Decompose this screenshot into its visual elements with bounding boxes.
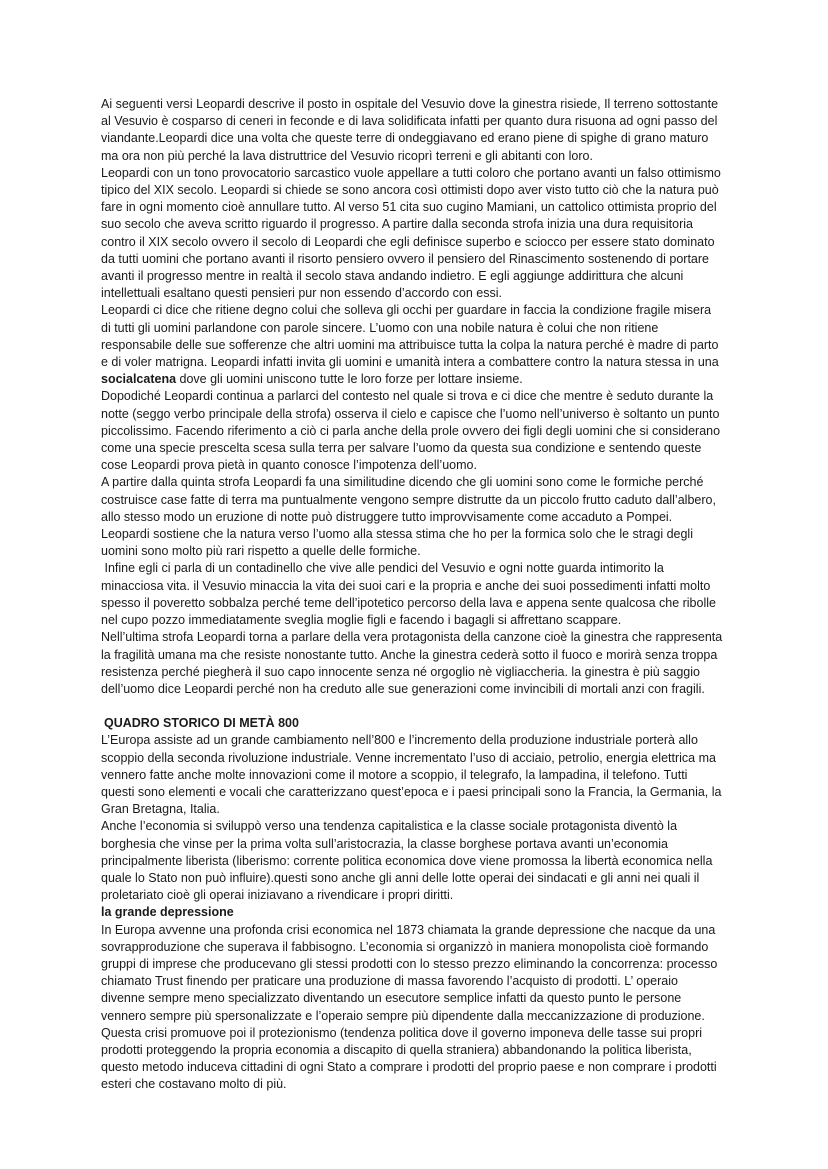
section-heading-quadro-storico: QUADRO STORICO DI METÀ 800 <box>104 716 299 731</box>
paragraph-social-chain <box>101 302 723 388</box>
paragraph-capitalism: Anche l’economia si sviluppò verso una tendenza capitalistica e la classe sociale protagonista diventò la borghesia che vinse per la prima volta sull’aristocrazia, la classe borghese portava avanti un’economia principalmente liberista (liberismo: corrente politica economica dove viene promossa la libertà economica nella quale lo Stato non può influire).questi sono anche gli anni delle lotte operai dei sindacati e gli anni nei quali il proletariato cioè gli operai iniziavano a rivendicare i propri diritti. <box>101 819 713 903</box>
paragraph-ginestra-final: Nell’ultima strofa Leopardi torna a parlare della vera protagonista della canzone cioè la ginestra che rappresenta la fragilità umana ma che resiste nonostante tutto. Anche la ginestra cederà sotto il fuoco e morirà senza troppa resistenza perché piegherà il suo capo innocente senza né orgoglio nè vigliaccheria. la ginestra è più saggio dell’uomo dice Leopardi perché non ha creduto alle sue generazioni come invincibili di mortali anzi con fragili. <box>101 630 723 696</box>
paragraph-industrial-revolution: L’Europa assiste ad un grande cambiamento nell’800 e l’incremento della produzione industriale porterà allo scoppio della seconda rivoluzione industriale. Venne incrementato l’uso di acciaio, petrolio, energia elettrica ma vennero fatte anche molte innovazioni come il motore a scoppio, il telegrafo, la lampadina, il telefono. Tutti questi sono elementi e vocali che caratterizzano quest’epoca e i paesi principali sono la Francia, la Germania, la Gran Bretagna, Italia. <box>101 733 722 817</box>
spacer <box>101 698 723 715</box>
paragraph-vesuvio-landscape: Ai seguenti versi Leopardi descrive il posto in ospitale del Vesuvio dove la ginestra risiede, Il terreno sottostante al Vesuvio è cosparso di ceneri in feconde e di lava solidificata infatti per quanto dura risuona ad ogni passo del viandante.Leopardi dice una volta che queste terre di ondeggiavano ed erano piene di spighe di grano maturo ma ora non più perché la lava distruttrice del Vesuvio ricoprì terreni e gli abitanti con loro. <box>101 97 719 163</box>
section-heading-grande-depressione: la grande depressione <box>101 905 234 920</box>
paragraph-peasant: Infine egli ci parla di un contadinello che vive alle pendici del Vesuvio e ogni notte guarda intimorito la minacciosa vita. il Vesuvio minaccia la vita dei suoi cari e la propria e anche dei suoi possedimenti infatti molto spesso il poveretto sobbalza perché teme dell’ipotetico percorso della lava e appena sente qualcosa che ribolle nel cupo pozzo immediatamente sveglia moglie figli e facendo i bagagli si affrettano scappare. <box>101 561 720 628</box>
paragraph-night-sky: Dopodiché Leopardi continua a parlarci del contesto nel quale si trova e ci dice che mentre è seduto durante la notte (seggo verbo principale della strofa) osserva il cielo e capisce che l’uomo nell’universo è soltanto un punto piccolissimo. Facendo riferimento a ciò ci parla anche della prole ovvero dei figli degli uomini che si considerano come una specie prescelta scesa sulla terra per salvare l’uomo da questa sua condizione e sentendo queste cose Leopardi prova pietà in quanto conosce l’impotenza dell’uomo. <box>101 389 721 473</box>
document-page <box>101 96 723 1094</box>
paragraph-great-depression: In Europa avvenne una profonda crisi economica nel 1873 chiamata la grande depressione che nacque da una sovrapproduzione che superava il fabbisogno. L’economia si organizzò in maniera monopolista cioè formando gruppi di imprese che producevano gli stessi prodotti con lo stesso prezzo eliminando la concorrenza: processo chiamato Trust finendo per praticare una produzione di massa favorendo l’acquisto di prodotti. L’ operaio divenne sempre meno specializzato diventando un esecutore semplice infatti da questo punto le persone vennero sempre più spersonalizzate e l’operaio sempre più dipendente dalla meccanizzazione di produzione. Questa crisi promuove poi il protezionismo (tendenza politica dove il governo imponeva delle tasse sui propri prodotti proteggendo la propria economia a discapito di quella straniera) abbandonando la politica liberista, questo metodo induceva cittadini di ogni Stato a comprare i prodotti del proprio paese e non comprare i prodotti esteri che costavano molto di più. <box>101 922 718 1092</box>
bold-term-socialcatena: socialcatena <box>101 372 177 387</box>
paragraph-text: dove gli uomini uniscono tutte le loro forze per lottare insieme. <box>176 372 523 387</box>
paragraph-ants-simile: A partire dalla quinta strofa Leopardi fa una similitudine dicendo che gli uomini sono come le formiche perché costruisce case fatte di terra ma puntualmente vengono sempre distrutte da un piccolo frutto caduto dall’albero, allo stesso modo un eruzione di notte può distruggere tutto improvvisamente come accaduto a Pompei. Leopardi sostiene che la natura verso l’uomo alla stessa stima che ho per la formica solo che le stragi degli uomini sono molto più rari rispetto a quelle delle formiche. <box>101 475 716 559</box>
paragraph-text: Leopardi ci dice che ritiene degno colui che solleva gli occhi per guardare in faccia la condizione fragile misera di tutti gli uomini parlandone con parole sincere. L’uomo con una nobile natura è colui che non ritiene responsabile delle sue sofferenze che altri uomini ma attribuisce tutta la colpa la natura perché è madre di parto e di voler matrigna. Leopardi infatti invita gli uomini e umanità intera a combattere contro la natura stessa in una <box>101 303 719 370</box>
paragraph-false-optimism: Leopardi con un tono provocatorio sarcastico vuole appellare a tutti coloro che portano avanti un falso ottimismo tipico del XIX secolo. Leopardi si chiede se sono ancora così ottimisti dopo aver visto tutto ciò che la natura può fare in ogni momento cioè annullare tutto. Al verso 51 cita suo cugino Mamiani, un cattolico ottimista proprio del suo secolo che aveva scritto riguardo il progresso. A partire dalla seconda strofa inizia una dura requisitoria contro il XIX secolo ovvero il secolo di Leopardi che egli definisce superbo e sciocco per essere stato dominato da tutti uomini che portano avanti il risorto pensiero ovvero il pensiero del Rinascimento sostenendo di portare avanti il progresso mentre in realtà il secolo stava andando indietro. E egli aggiunge addirittura che alcuni intellettuali esaltano questi pensieri pur non essendo d’accordo con essi. <box>101 165 721 301</box>
